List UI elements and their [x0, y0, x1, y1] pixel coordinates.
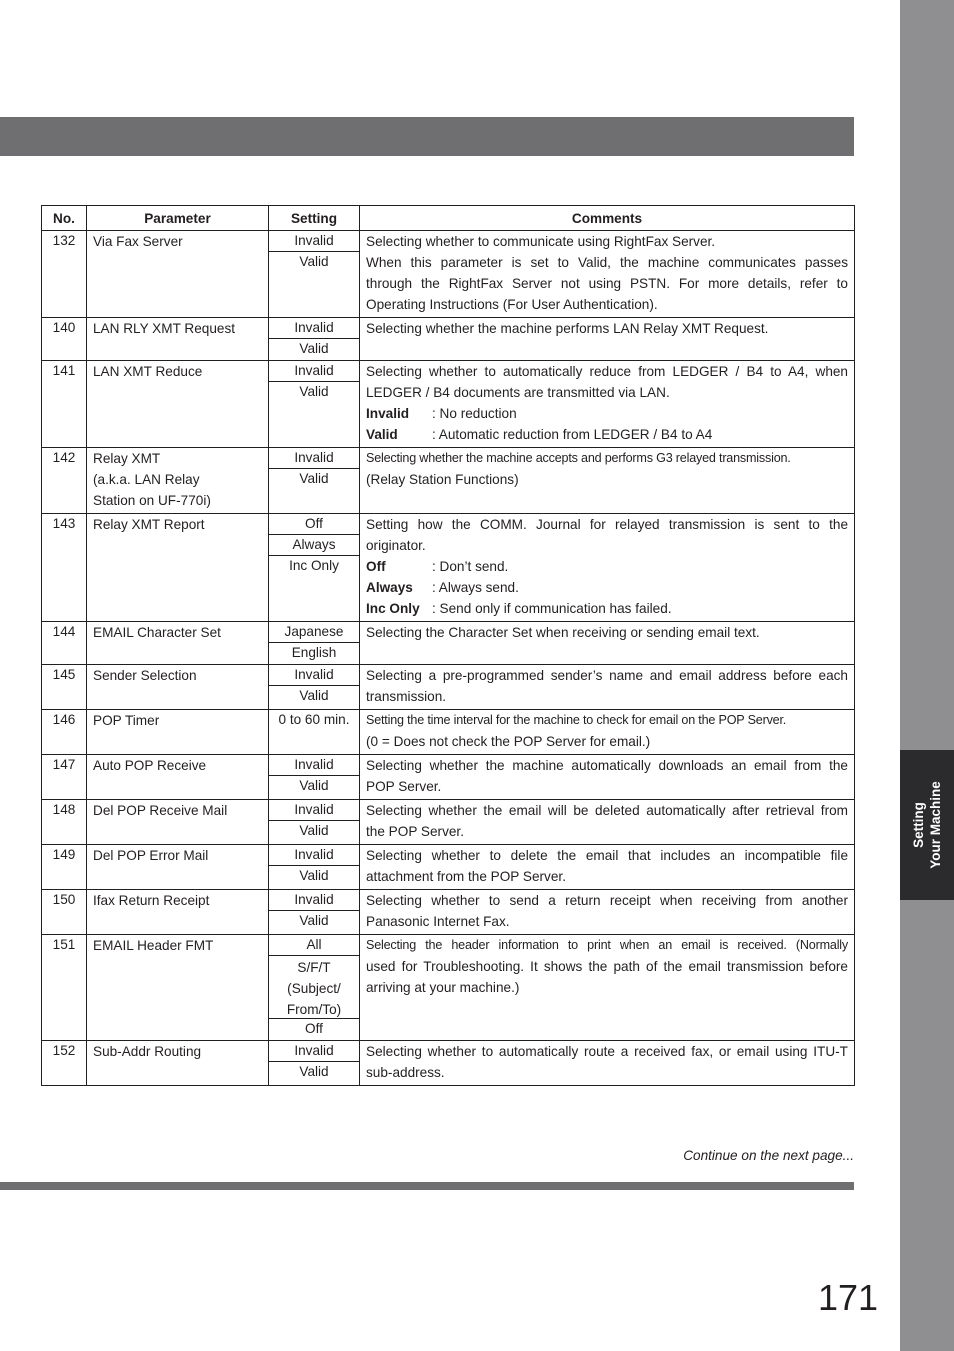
table-row — [42, 890, 855, 935]
parameter-cell — [87, 665, 269, 710]
setting-cell — [269, 318, 360, 361]
setting-cell — [269, 845, 360, 890]
comment-text: Selecting a pre-programmed sender’s name and email address before each — [366, 668, 848, 683]
parameter-cell — [87, 890, 269, 935]
table-row — [42, 1041, 855, 1086]
parameter-cell — [87, 710, 269, 755]
table-row — [42, 710, 855, 755]
comment-cell — [360, 448, 855, 514]
parameter-cell — [87, 935, 269, 1041]
table-row — [42, 514, 855, 622]
comment-text: Selecting whether to automatically route a received fax, or email using ITU-T — [366, 1044, 848, 1059]
table-header-row — [42, 206, 855, 231]
table-row — [42, 800, 855, 845]
header-no: No. — [42, 206, 87, 231]
page-number: 171 — [818, 1277, 879, 1318]
setting-option: Invalid — [269, 361, 359, 382]
parameter-cell — [87, 1041, 269, 1086]
table-row — [42, 845, 855, 890]
comment-text: the POP Server. — [366, 824, 464, 839]
setting-cell — [269, 890, 360, 935]
definition-term: Inc Only — [366, 601, 420, 616]
setting-option: Invalid — [269, 318, 359, 339]
comment-text: transmission. — [366, 689, 447, 704]
table-row — [42, 935, 855, 1041]
header-comments: Comments — [360, 206, 855, 231]
setting-cell — [269, 231, 360, 318]
setting-option: Valid — [299, 868, 329, 883]
header-setting: Setting — [269, 206, 360, 231]
comment-cell — [360, 665, 855, 710]
comment-text: Selecting the Character Set when receiving or sending email text. — [366, 625, 760, 640]
parameter-cell — [87, 361, 269, 448]
parameter-name: Del POP Receive Mail — [93, 803, 228, 818]
setting-option: Always — [269, 535, 359, 556]
setting-cell — [269, 800, 360, 845]
parameter-cell — [87, 231, 269, 318]
parameter-name: POP Timer — [93, 713, 160, 728]
table-row — [42, 622, 855, 665]
section-tab-line1: Setting — [911, 802, 927, 848]
parameter-name: Ifax Return Receipt — [93, 893, 210, 908]
parameter-name: LAN RLY XMT Request — [93, 321, 236, 336]
comment-cell — [360, 800, 855, 845]
comment-text: through the RightFax Server not using PSTN. For more details, refer to — [366, 276, 848, 291]
comment-cell — [360, 514, 855, 622]
definition-desc: : Automatic reduction from LEDGER / B4 to A4 — [432, 427, 713, 442]
setting-option: Valid — [299, 384, 329, 399]
setting-option: Invalid — [269, 755, 359, 776]
definition-desc: : No reduction — [432, 406, 517, 421]
table-row — [42, 318, 855, 361]
table-row — [42, 231, 855, 318]
comment-cell — [360, 935, 855, 1041]
parameter-name: Sub-Addr Routing — [93, 1044, 202, 1059]
row-number: 141 — [42, 361, 87, 448]
setting-option: Invalid — [269, 448, 359, 469]
parameter-name: Station on UF-770i) — [93, 493, 211, 508]
setting-cell — [269, 514, 360, 622]
table-row — [42, 665, 855, 710]
definition-term: Invalid — [366, 406, 410, 421]
parameter-name: EMAIL Header FMT — [93, 938, 214, 953]
comment-text: Selecting whether the machine automatically downloads an email from the — [366, 758, 848, 773]
row-number: 142 — [42, 448, 87, 514]
row-number: 150 — [42, 890, 87, 935]
setting-cell — [269, 622, 360, 665]
comment-cell — [360, 1041, 855, 1086]
setting-option: Inc Only — [289, 558, 339, 573]
footer-rule — [0, 1182, 854, 1190]
setting-cell — [269, 935, 360, 1041]
definition-line — [366, 405, 848, 426]
row-number: 145 — [42, 665, 87, 710]
parameter-cell — [87, 448, 269, 514]
parameter-name: Relay XMT Report — [93, 517, 205, 532]
comment-text: Selecting whether the machine accepts and performs G3 relayed transmission. — [366, 451, 791, 465]
comment-cell — [360, 231, 855, 318]
row-number: 151 — [42, 935, 87, 1041]
setting-option: Off — [269, 514, 359, 535]
header-band — [0, 117, 854, 156]
definition-line — [366, 558, 848, 579]
setting-option: Invalid — [269, 890, 359, 911]
definition-line — [366, 600, 848, 621]
header-parameter: Parameter — [87, 206, 269, 231]
setting-option: Japanese — [269, 622, 359, 643]
setting-option: S/F/T (Subject/ From/To) — [269, 956, 359, 1019]
parameter-cell — [87, 800, 269, 845]
comment-text: Selecting whether the email will be deleted automatically after retrieval from — [366, 803, 848, 818]
row-number: 143 — [42, 514, 87, 622]
parameter-cell — [87, 755, 269, 800]
setting-cell — [269, 448, 360, 514]
section-tab-line2: Your Machine — [928, 781, 944, 869]
setting-option: Invalid — [269, 665, 359, 686]
setting-option: English — [291, 645, 337, 660]
parameter-table — [41, 205, 855, 1086]
setting-option: Valid — [299, 823, 329, 838]
setting-option: Valid — [299, 778, 329, 793]
comment-text: Setting the time interval for the machine to check for email on the POP Server. — [366, 713, 787, 727]
definition-term: Off — [366, 559, 386, 574]
definition-desc: : Send only if communication has failed. — [432, 601, 672, 616]
setting-option: Invalid — [269, 1041, 359, 1062]
comment-text: Operating Instructions (For User Authentication). — [366, 297, 658, 312]
setting-option: Off — [305, 1021, 323, 1036]
continue-note: Continue on the next page... — [683, 1148, 854, 1163]
comment-cell — [360, 710, 855, 755]
side-margin-strip — [900, 0, 954, 1351]
setting-option: Invalid — [269, 845, 359, 866]
setting-option: Valid — [299, 471, 329, 486]
parameter-cell — [87, 514, 269, 622]
comment-text: When this parameter is set to Valid, the machine communicates passes — [366, 255, 848, 270]
comment-text: originator. — [366, 538, 426, 553]
parameter-name: Auto POP Receive — [93, 758, 207, 773]
row-number: 148 — [42, 800, 87, 845]
table-row — [42, 448, 855, 514]
definition-term: Valid — [366, 427, 398, 442]
comment-cell — [360, 755, 855, 800]
comment-text: Selecting the header information to print when an email is received. (Normally — [366, 938, 848, 952]
setting-cell — [269, 755, 360, 800]
parameter-cell — [87, 622, 269, 665]
comment-text: Setting how the COMM. Journal for relayed transmission is sent to the — [366, 517, 848, 532]
setting-option: Valid — [299, 341, 329, 356]
definition-line — [366, 579, 848, 600]
comment-cell — [360, 361, 855, 448]
comment-text: Selecting whether to send a return receipt when receiving from another — [366, 893, 848, 908]
comment-text: Panasonic Internet Fax. — [366, 914, 510, 929]
setting-option: All — [269, 935, 359, 956]
row-number: 132 — [42, 231, 87, 318]
comment-cell — [360, 845, 855, 890]
parameter-name: Via Fax Server — [93, 234, 183, 249]
row-number: 140 — [42, 318, 87, 361]
parameter-cell — [87, 845, 269, 890]
setting-cell — [269, 710, 360, 755]
setting-option: Valid — [299, 913, 329, 928]
setting-option: Valid — [299, 688, 329, 703]
comment-text: POP Server. — [366, 779, 442, 794]
table-row — [42, 755, 855, 800]
comment-cell — [360, 318, 855, 361]
setting-cell — [269, 361, 360, 448]
comment-text: Selecting whether to delete the email that includes an incompatible file — [366, 848, 848, 863]
table-row — [42, 361, 855, 448]
setting-option: Valid — [299, 254, 329, 269]
comment-text: arriving at your machine.) — [366, 980, 520, 995]
comment-text: Selecting whether to communicate using RightFax Server. — [366, 234, 716, 249]
row-number: 152 — [42, 1041, 87, 1086]
comment-text: Selecting whether the machine performs LAN Relay XMT Request. — [366, 321, 769, 336]
comment-text: sub-address. — [366, 1065, 445, 1080]
row-number: 146 — [42, 710, 87, 755]
setting-option: Invalid — [269, 800, 359, 821]
setting-cell — [269, 665, 360, 710]
definition-desc: : Always send. — [432, 580, 519, 595]
row-number: 144 — [42, 622, 87, 665]
parameter-name: Sender Selection — [93, 668, 197, 683]
setting-option: 0 to 60 min. — [278, 712, 350, 727]
comment-cell — [360, 622, 855, 665]
row-number: 149 — [42, 845, 87, 890]
comment-text: (0 = Does not check the POP Server for email.) — [366, 734, 651, 749]
row-number: 147 — [42, 755, 87, 800]
parameter-name: Relay XMT — [93, 451, 161, 466]
setting-option: Valid — [299, 1064, 329, 1079]
parameter-name: Del POP Error Mail — [93, 848, 209, 863]
section-tab-label — [900, 750, 954, 900]
parameter-name: (a.k.a. LAN Relay — [93, 472, 200, 487]
setting-cell — [269, 1041, 360, 1086]
comment-cell — [360, 890, 855, 935]
parameter-cell — [87, 318, 269, 361]
setting-option: Invalid — [269, 231, 359, 252]
definition-desc: : Don’t send. — [432, 559, 509, 574]
definition-line — [366, 426, 848, 447]
comment-text: attachment from the POP Server. — [366, 869, 566, 884]
definition-term: Always — [366, 580, 413, 595]
comment-text: used for Troubleshooting. It shows the path of the email transmission before — [366, 959, 848, 974]
comment-text: Selecting whether to automatically reduce from LEDGER / B4 to A4, when — [366, 364, 848, 379]
comment-text: LEDGER / B4 documents are transmitted via LAN. — [366, 385, 670, 400]
comment-text: (Relay Station Functions) — [366, 472, 519, 487]
parameter-name: LAN XMT Reduce — [93, 364, 203, 379]
parameter-name: EMAIL Character Set — [93, 625, 221, 640]
